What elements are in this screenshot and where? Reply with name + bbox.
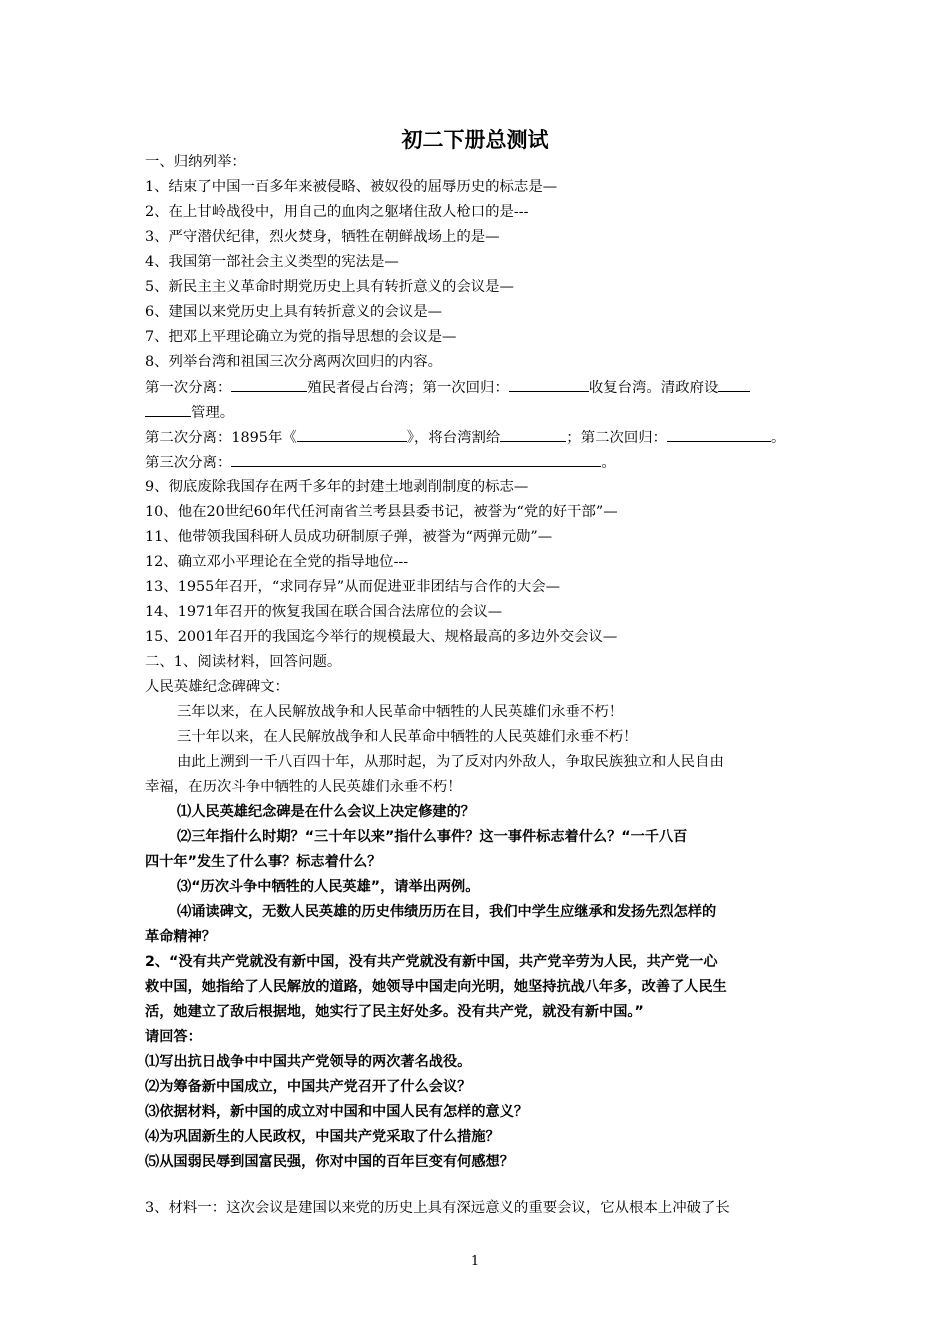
separation-1-text: 殖民者侵占台湾；第一次回归： [307,380,509,396]
question-5: 5、新民主主义革命时期党历史上具有转折意义的会议是— [145,279,514,295]
separation-3-label: 第三次分离： [145,455,232,471]
separation-1-label: 第一次分离： [145,380,232,396]
sub-question-1: ⑴人民英雄纪念碑是在什么会议上决定修建的？ [177,804,475,820]
question-4: 4、我国第一部社会主义类型的宪法是— [145,254,399,270]
monument-text-3: 由此上溯到一千八百四十年，从那时起，为了反对内外敌人，争取民族独立和人民自由 [177,754,724,770]
question-8: 8、列举台湾和祖国三次分离两次回归的内容。 [145,354,442,370]
page-number: 1 [470,1254,480,1269]
question-6: 6、建国以来党历史上具有转折意义的会议是— [145,304,442,320]
sub-question-4-cont: 革命精神？ [145,929,216,945]
question-13: 13、1955年召开，“求同存异”从而促进亚非团结与合作的大会— [145,579,561,595]
sub-question-4: ⑷诵读碑文，无数人民英雄的历史伟绩历历在目，我们中学生应继承和发扬先烈怎样的 [177,904,717,920]
separation-1-text-3: 管理。 [191,405,235,421]
question-10: 10、他在20世纪60年代任河南省兰考县县委书记，被誉为“党的好干部”— [145,504,618,520]
answer-question-3: ⑶依据材料，新中国的成立对中国和中国人民有怎样的意义？ [145,1104,529,1120]
separation-2-end: 。 [771,430,786,446]
section-heading: 一、归纳列举： [145,154,246,170]
answer-question-4: ⑷为巩固新生的人民政权，中国共产党采取了什么措施？ [145,1129,500,1145]
answer-blank[interactable] [509,377,589,392]
answer-blank[interactable] [297,427,407,442]
answer-blank[interactable] [145,402,191,417]
sub-question-3: ⑶“历次斗争中牺牲的人民英雄”，请举出两例。 [177,879,480,895]
question-2-material-cont: 活，她建立了敌后根据地，她实行了民主好处多。没有共产党，就没有新中国。” [145,1004,644,1020]
separation-3-end: 。 [601,455,616,471]
answer-blank[interactable] [500,427,566,442]
question-11: 11、他带领我国科研人员成功研制原子弹，被誉为“两弹元勋”— [145,529,553,545]
monument-text-2: 三十年以来，在人民解放战争和人民革命中牺牲的人民英雄们永垂不朽！ [177,729,638,745]
section-heading: 二、1、阅读材料，回答问题。 [145,654,342,670]
question-2: 2、在上甘岭战役中，用自己的血肉之躯堵住敌人枪口的是--- [145,204,529,220]
question-2-material-cont: 救中国，她指给了人民解放的道路，她领导中国走向光明，她坚持抗战八年多，改善了人民生 [145,979,727,995]
separation-2-text-2: ；第二次回归： [566,430,668,446]
sub-question-2-cont: 四十年”发生了什么事？标志着什么？ [145,854,382,870]
answer-blank[interactable] [231,452,601,467]
answer-blank[interactable] [667,427,771,442]
page-title: 初二下册总测试 [401,128,549,152]
answer-blank[interactable] [231,377,307,392]
separation-3-line [145,452,810,473]
monument-title: 人民英雄纪念碑碑文： [145,679,289,695]
answer-blank[interactable] [718,377,750,392]
answer-question-1: ⑴写出抗日战争中中国共产党领导的两次著名战役。 [145,1054,472,1070]
question-1: 1、结束了中国一百多年来被侵略、被奴役的屈辱历史的标志是— [145,179,558,195]
answer-prompt: 请回答： [145,1029,202,1045]
separation-1-cont [145,402,810,423]
monument-text-3-cont: 幸福，在历次斗争中牺牲的人民英雄们永垂不朽！ [145,779,462,795]
separation-2-line [145,427,810,448]
question-3: 3、严守潜伏纪律，烈火焚身，牺牲在朝鲜战场上的是— [145,229,500,245]
question-3: 3、材料一：这次会议是建国以来党的历史上具有深远意义的重要会议，它从根本上冲破了长 [145,1200,730,1216]
question-2-material: 2、“没有共产党就没有新中国，没有共产党就没有新中国，共产党辛劳为人民，共产党一心 [145,954,718,970]
question-15: 15、2001年召开的我国迄今举行的规模最大、规格最高的多边外交会议— [145,629,618,645]
separation-2-text: 》，将台湾割给 [406,430,501,446]
question-9: 9、彻底废除我国存在两千多年的封建土地剥削制度的标志— [145,479,529,495]
answer-question-2: ⑵为筹备新中国成立，中国共产党召开了什么会议？ [145,1079,472,1095]
separation-1-text-2: 收复台湾。清政府设 [588,380,719,396]
sub-question-2: ⑵三年指什么时期？“三十年以来”指什么事件？这一事件标志着什么？“一千八百 [177,829,688,845]
question-7: 7、把邓上平理论确立为党的指导思想的会议是— [145,329,457,345]
answer-question-5: ⑸从国弱民辱到国富民强，你对中国的百年巨变有何感想？ [145,1154,514,1170]
separation-2-label: 第二次分离：1895年《 [145,430,297,446]
question-14: 14、1971年召开的恢复我国在联合国合法席位的会议— [145,604,503,620]
question-12: 12、确立邓小平理论在全党的指导地位--- [145,554,409,570]
monument-text-1: 三年以来，在人民解放战争和人民革命中牺牲的人民英雄们永垂不朽！ [177,704,624,720]
separation-1-line [145,377,810,398]
